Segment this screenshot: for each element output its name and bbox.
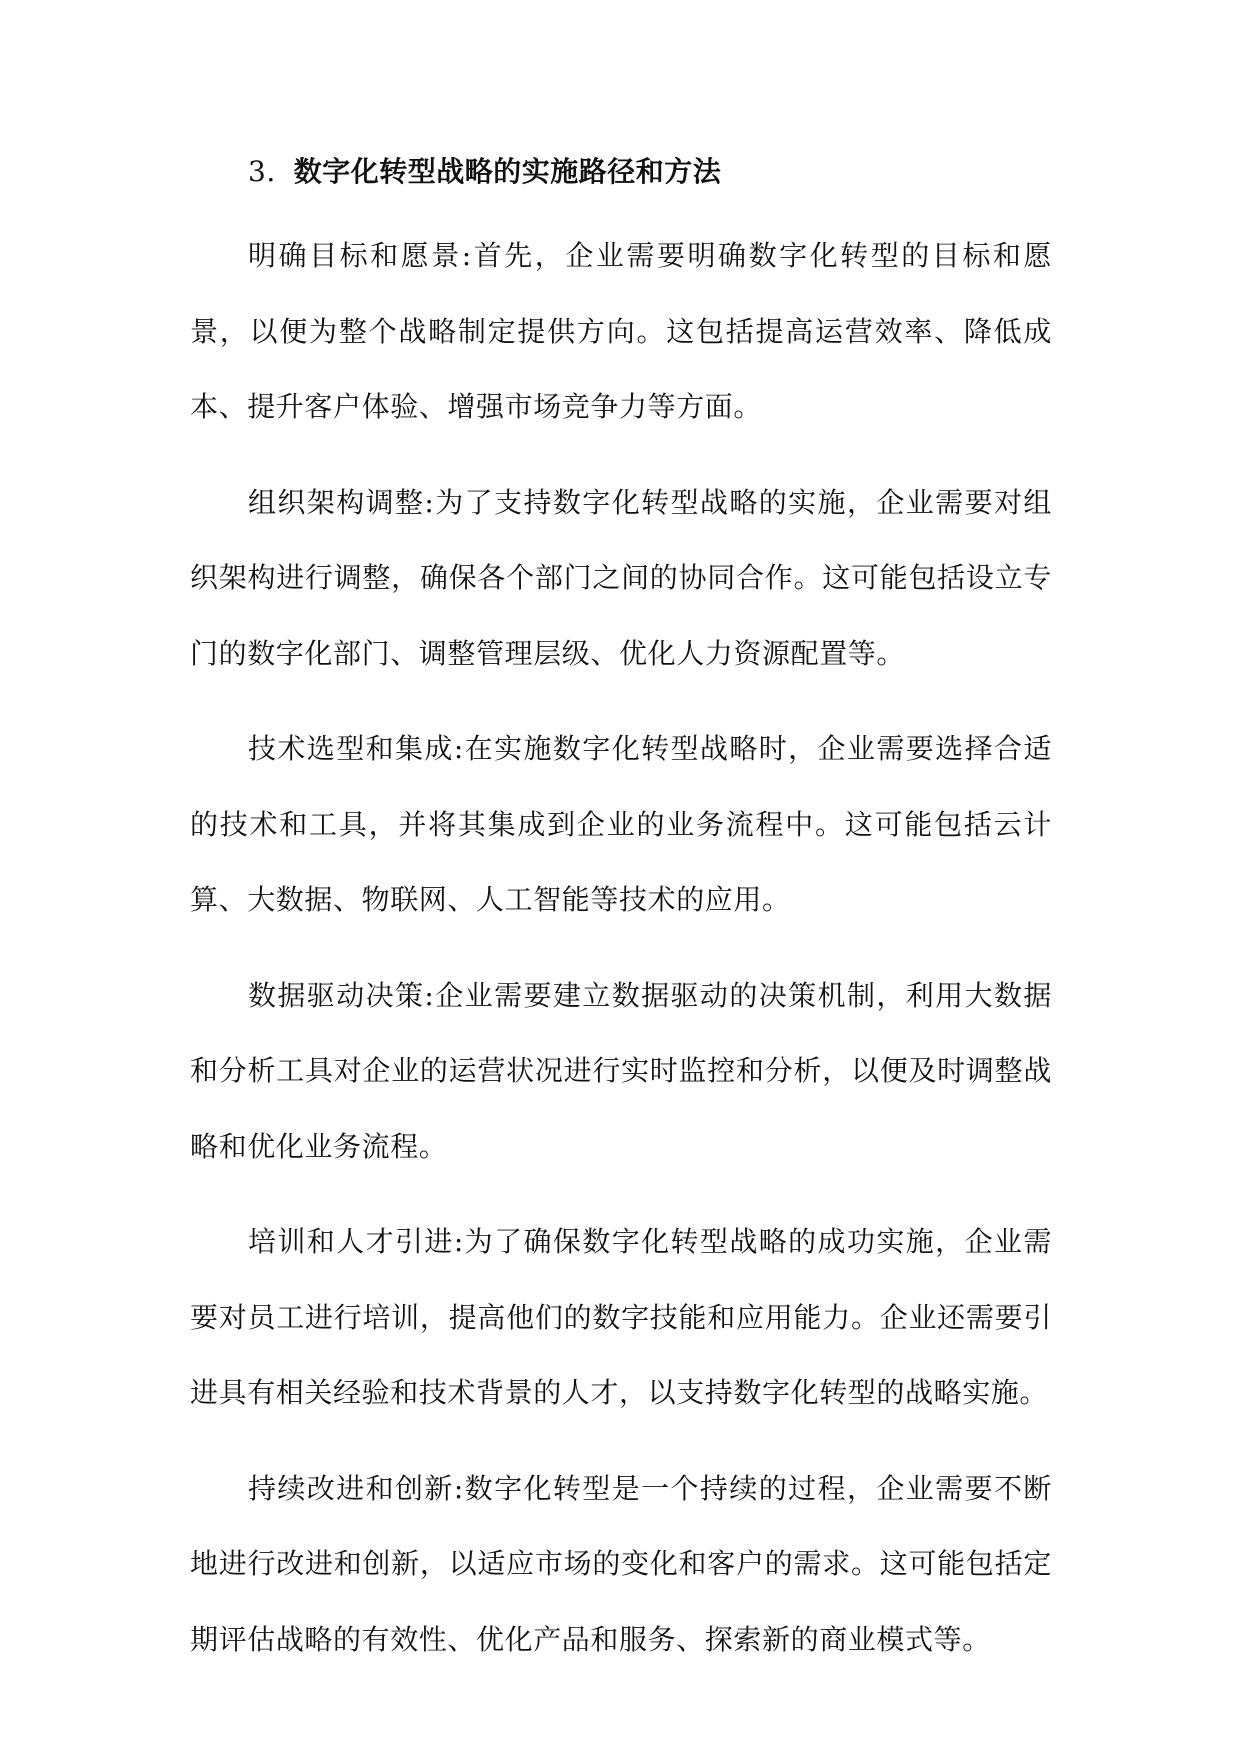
- paragraph-lead: 持续改进和创新:: [248, 1471, 464, 1505]
- paragraph-body: 企业需要建立数据驱动的决策机制，利用大数据和分析工具对企业的运营状况进行实时监控和分析，以便及时调整战略和优化业务流程。: [190, 978, 1052, 1163]
- paragraph-goals-vision: [190, 218, 1052, 445]
- paragraph-tech-selection: [190, 711, 1052, 938]
- paragraph-training-talent: [190, 1204, 1052, 1431]
- paragraph-continuous-improvement: [190, 1451, 1052, 1678]
- paragraph-body: 首先，企业需要明确数字化转型的目标和愿景，以便为整个战略制定提供方向。这包括提高运营效率、降低成本、提升客户体验、增强市场竞争力等方面。: [190, 239, 1053, 423]
- document-body: [190, 146, 1052, 1677]
- paragraph-lead: 组织架构调整:: [248, 485, 435, 519]
- paragraph-org-structure: [190, 465, 1052, 692]
- paragraph-body: 在实施数字化转型战略时，企业需要选择合适的技术和工具，并将其集成到企业的业务流程中。这可能包括云计算、大数据、物联网、人工智能等技术的应用。: [190, 732, 1052, 916]
- paragraph-lead: 明确目标和愿景:: [248, 239, 472, 272]
- paragraph-body: 数字化转型是一个持续的过程，企业需要不断地进行改进和创新，以适应市场的变化和客户的需求。这可能包括定期评估战略的有效性、优化产品和服务、探索新的商业模式等。: [190, 1471, 1052, 1656]
- paragraph-lead: 数据驱动决策:: [248, 978, 435, 1012]
- paragraph-lead: 技术选型和集成:: [248, 732, 464, 765]
- section-number: 3.: [248, 155, 276, 188]
- section-title: 数字化转型战略的实施路径和方法: [293, 155, 722, 188]
- paragraph-body: 为了支持数字化转型战略的实施，企业需要对组织架构进行调整，确保各个部门之间的协同合作。这可能包括设立专门的数字化部门、调整管理层级、优化人力资源配置等。: [190, 485, 1052, 670]
- section-heading: [190, 146, 1052, 198]
- paragraph-data-driven: [190, 958, 1052, 1185]
- paragraph-lead: 培训和人才引进:: [248, 1225, 464, 1258]
- paragraph-body: 为了确保数字化转型战略的成功实施，企业需要对员工进行培训，提高他们的数字技能和应用能力。企业还需要引进具有相关经验和技术背景的人才，以支持数字化转型的战略实施。: [190, 1225, 1052, 1409]
